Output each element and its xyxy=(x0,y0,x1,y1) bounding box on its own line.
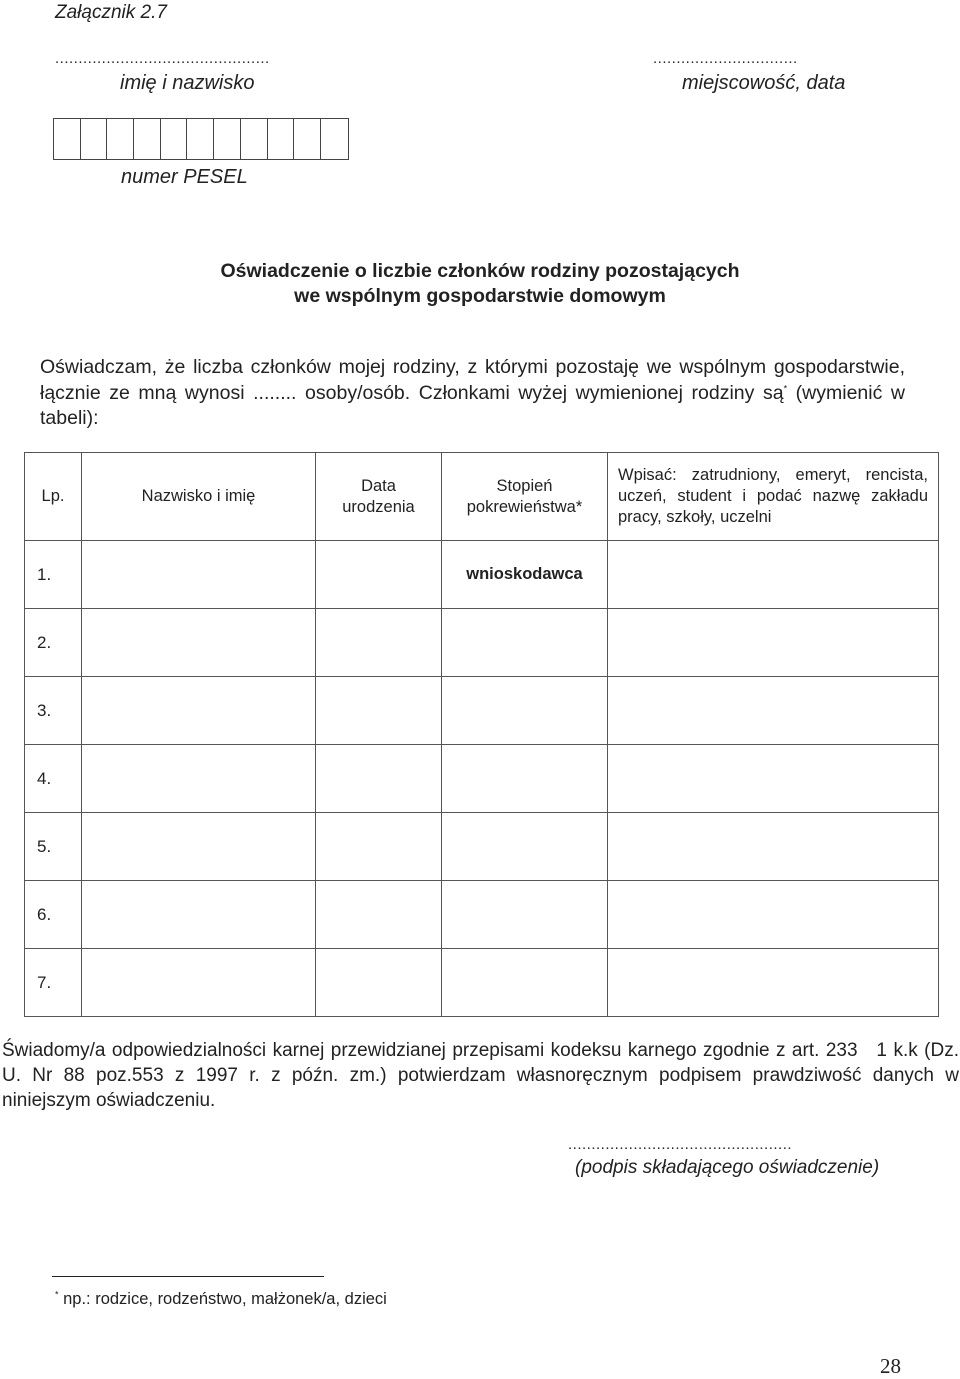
title-line-1: Oświadczenie o liczbie członków rodziny pozostających xyxy=(220,260,740,282)
document-title xyxy=(0,259,960,309)
pesel-label: numer PESEL xyxy=(121,166,248,188)
liability-declaration xyxy=(2,1038,959,1113)
dob-cell[interactable] xyxy=(316,541,442,609)
relationship-cell[interactable] xyxy=(442,813,608,881)
occupation-cell[interactable] xyxy=(608,949,939,1017)
row-number: 5. xyxy=(25,813,82,881)
statement-text-3: (wymienić w tabeli): xyxy=(40,381,905,429)
pesel-digit-box[interactable] xyxy=(187,119,214,159)
place-date-field-dots[interactable]: ............................... xyxy=(653,50,798,67)
relationship-cell[interactable] xyxy=(442,609,608,677)
signature-label: (podpis składającego oświadczenie) xyxy=(575,1157,880,1178)
name-field-dots[interactable]: .............................................. xyxy=(55,50,270,67)
dob-cell[interactable] xyxy=(316,677,442,745)
statement-text-1: Oświadczam, że liczba członków mojej rodziny, z którymi pozostaję we wspólnym gospodarstwie, łącznie ze mną wynosi xyxy=(40,356,905,404)
relationship-cell[interactable] xyxy=(442,881,608,949)
family-members-table xyxy=(24,452,939,1017)
name-cell[interactable] xyxy=(82,813,316,881)
occupation-cell[interactable] xyxy=(608,541,939,609)
name-cell[interactable] xyxy=(82,949,316,1017)
footnote-ref: * xyxy=(783,383,788,393)
dob-cell[interactable] xyxy=(316,813,442,881)
statement-paragraph xyxy=(40,355,905,432)
row-number: 1. xyxy=(25,541,82,609)
pesel-digit-box[interactable] xyxy=(241,119,268,159)
annex-label: Załącznik 2.7 xyxy=(55,2,167,23)
footnote xyxy=(55,1290,387,1309)
table-header-row xyxy=(25,453,939,541)
pesel-digit-box[interactable] xyxy=(161,119,188,159)
table-row xyxy=(25,541,939,609)
title-line-2: we wspólnym gospodarstwie domowym xyxy=(294,285,666,307)
name-cell[interactable] xyxy=(82,677,316,745)
pesel-digit-box[interactable] xyxy=(134,119,161,159)
occupation-cell[interactable] xyxy=(608,813,939,881)
table-row xyxy=(25,745,939,813)
dob-cell[interactable] xyxy=(316,881,442,949)
table-row xyxy=(25,813,939,881)
header-occupation-note: Wpisać: zatrudniony, emeryt, rencista, uczeń, student i podać nazwę zakładu pracy, szkoły, uczelni xyxy=(608,453,939,541)
occupation-cell[interactable] xyxy=(608,745,939,813)
relationship-cell[interactable] xyxy=(442,677,608,745)
statement-text-2: ..... osoby/osób. Członkami wyżej wymienionej rodziny są xyxy=(269,381,784,404)
relationship-cell[interactable] xyxy=(442,745,608,813)
name-cell[interactable] xyxy=(82,745,316,813)
occupation-cell[interactable] xyxy=(608,609,939,677)
row-number: 2. xyxy=(25,609,82,677)
declaration-text-1: Świadomy/a odpowiedzialności karnej przewidzianej przepisami kodeksu karnego zgodnie z art. 233 xyxy=(2,1040,864,1061)
pesel-digit-box[interactable] xyxy=(294,119,321,159)
pesel-digit-box[interactable] xyxy=(54,119,81,159)
dob-cell[interactable] xyxy=(316,609,442,677)
household-count-blank[interactable]: ... xyxy=(253,381,270,404)
header-name: Nazwisko i imię xyxy=(82,453,316,541)
footnote-text: np.: rodzice, rodzeństwo, małżonek/a, dzieci xyxy=(58,1290,387,1308)
relationship-cell[interactable] xyxy=(442,949,608,1017)
row-number: 4. xyxy=(25,745,82,813)
name-cell[interactable] xyxy=(82,881,316,949)
footnote-divider xyxy=(52,1276,324,1277)
signature-line[interactable]: ................................................ xyxy=(568,1136,793,1153)
name-label: imię i nazwisko xyxy=(120,72,255,94)
pesel-digit-box[interactable] xyxy=(321,119,348,159)
pesel-boxes[interactable] xyxy=(53,118,349,160)
page-number: 28 xyxy=(880,1354,901,1378)
table-row xyxy=(25,677,939,745)
pesel-digit-box[interactable] xyxy=(268,119,295,159)
name-cell[interactable] xyxy=(82,541,316,609)
dob-cell[interactable] xyxy=(316,745,442,813)
name-cell[interactable] xyxy=(82,609,316,677)
place-date-label: miejscowość, data xyxy=(682,72,846,94)
header-relationship-line-2: pokrewieństwa* xyxy=(466,497,583,516)
header-relationship-line-1: Stopień xyxy=(496,476,553,495)
table-row xyxy=(25,949,939,1017)
row-number: 6. xyxy=(25,881,82,949)
footnote-mark: * xyxy=(55,1289,59,1300)
row-number: 7. xyxy=(25,949,82,1017)
table-row xyxy=(25,609,939,677)
header-dob xyxy=(316,453,442,541)
header-lp: Lp. xyxy=(25,453,82,541)
header-relationship xyxy=(442,453,608,541)
dob-cell[interactable] xyxy=(316,949,442,1017)
pesel-digit-box[interactable] xyxy=(107,119,134,159)
pesel-digit-box[interactable] xyxy=(214,119,241,159)
pesel-digit-box[interactable] xyxy=(81,119,108,159)
declaration-text-2: 1 k.k (Dz. U. Nr 88 poz.553 z 1997 r. z późn. zm.) potwierdzam własnoręcznym podpisem prawdziwość danych w niniejszym oświadczeniu. xyxy=(2,1040,959,1111)
relationship-cell: wnioskodawca xyxy=(442,541,608,609)
occupation-cell[interactable] xyxy=(608,677,939,745)
row-number: 3. xyxy=(25,677,82,745)
header-dob-line-1: Data xyxy=(361,476,396,495)
occupation-cell[interactable] xyxy=(608,881,939,949)
header-dob-line-2: urodzenia xyxy=(342,497,415,516)
table-row xyxy=(25,881,939,949)
